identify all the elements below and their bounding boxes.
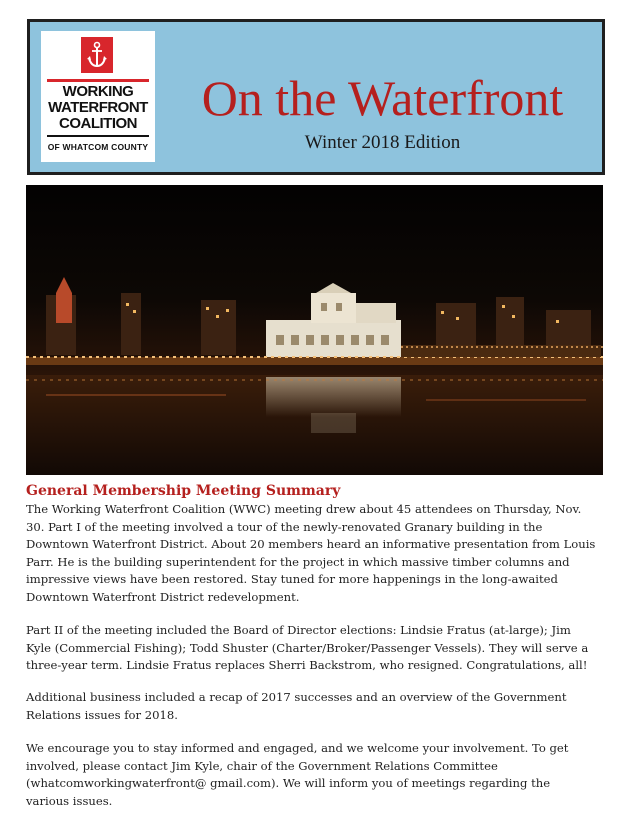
night-waterfront-photo xyxy=(26,185,603,475)
article-paragraph-3: Additional business included a recap of 2017 successes and an overview of the Government Relations issues for 2018. xyxy=(26,690,567,722)
article-paragraph-4: We encourage you to stay informed and engaged, and we welcome your involvement. To get involved, please contact Jim Kyle, chair of the Government Relations Committee (whatcomworkingwaterfront@ gmail.com). We will inform you of meetings regarding the various issues. xyxy=(26,741,569,808)
logo-rule-top xyxy=(47,79,149,82)
masthead xyxy=(27,19,605,175)
flag-emblem xyxy=(81,37,113,73)
newsletter-title: On the Waterfront xyxy=(201,70,564,126)
coalition-logo xyxy=(41,31,155,162)
logo-line-1: WORKING xyxy=(62,83,134,100)
anchor-icon xyxy=(87,41,107,69)
edition-label: Winter 2018 Edition xyxy=(304,132,461,153)
logo-subline: OF WHATCOM COUNTY xyxy=(47,142,149,152)
article-heading: General Membership Meeting Summary xyxy=(26,483,341,499)
waterfront-night-photo xyxy=(26,185,603,475)
article-paragraph-2: Part II of the meeting included the Board of Director elections: Lindsie Fratus (at-large); Jim Kyle (Commercial Fishing); Todd Shuster (Charter/Broker/Passenger Vessels). They will serve a three-year term. Lindsie Fratus replaces Sherri Backstrom, who resigned. Congratulations, all! xyxy=(26,623,589,672)
logo-rule-bottom xyxy=(47,135,149,137)
article-paragraph-1: The Working Waterfront Coalition (WWC) meeting drew about 45 attendees on Thursday, Nov. 30. Part I of the meeting involved a tour of the newly-renovated Granary building in the Downtown Waterfront District. About 20 members heard an informative presentation from Louis Parr. He is the building superintendent for the project in which massive timber columns and impressive views have been restored. Stay tuned for more happenings in the long-awaited Downtown Waterfront District redevelopment. xyxy=(26,502,596,604)
logo-line-3: COALITION xyxy=(59,115,137,132)
logo-line-2: WATERFRONT xyxy=(48,99,148,116)
